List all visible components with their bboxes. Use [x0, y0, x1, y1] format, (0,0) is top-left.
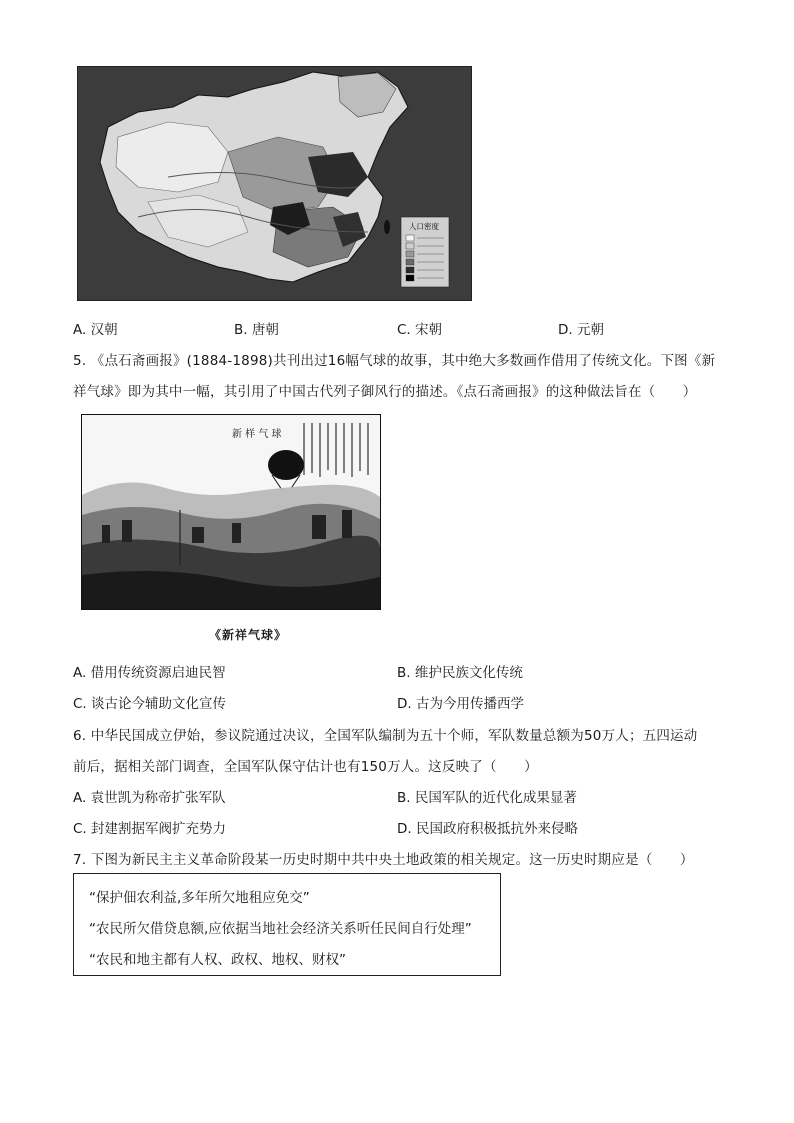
q4-option-d[interactable]: D. 元朝	[558, 322, 604, 338]
q7-stem-line1: 7. 下图为新民主主义革命阶段某一历史时期中共中央土地政策的相关规定。这一历史时期应是（ ）	[73, 852, 694, 868]
quote-2: “农民所欠借贷息额,应依据当地社会经济关系听任民间自行处理”	[89, 921, 472, 937]
balloon-engraving-graphic	[82, 415, 380, 609]
q5-stem-line2: 祥气球》即为其中一幅，其引用了中国古代列子御风行的描述。《点石斋画报》的这种做法旨在（ ）	[73, 384, 697, 400]
land-policy-quote-box	[73, 873, 501, 976]
q5-option-a[interactable]: A. 借用传统资源启迪民智	[73, 665, 226, 681]
quote-1: “保护佃农利益,多年所欠地租应免交”	[89, 890, 310, 906]
quote-3: “农民和地主都有人权、政权、地权、财权”	[89, 952, 346, 968]
q6-option-b[interactable]: B. 民国军队的近代化成果显著	[397, 790, 577, 806]
q6-stem-line1: 6. 中华民国成立伊始，参议院通过决议，全国军队编制为五十个师，军队数量总额为50万人；五四运动	[73, 728, 698, 744]
q5-option-c[interactable]: C. 谈古论今辅助文化宣传	[73, 696, 227, 712]
q4-option-a[interactable]: A. 汉朝	[73, 322, 118, 338]
q6-option-d[interactable]: D. 民国政府积极抵抗外来侵略	[397, 821, 578, 837]
image-caption: 《新祥气球》	[209, 628, 288, 642]
q5-stem-line1: 5. 《点石斋画报》(1884-1898)共刊出过16幅气球的故事，其中绝大多数画作借用了传统文化。下图《新	[73, 353, 716, 369]
q6-option-a[interactable]: A. 袁世凯为称帝扩张军队	[73, 790, 226, 806]
q4-option-c[interactable]: C. 宋朝	[397, 322, 443, 338]
q6-stem-line2: 前后，据相关部门调查，全国军队保守估计也有150万人。这反映了（ ）	[73, 759, 538, 775]
balloon-illustration	[81, 414, 381, 610]
q6-option-c[interactable]: C. 封建割据军阀扩充势力	[73, 821, 227, 837]
q4-option-b[interactable]: B. 唐朝	[234, 322, 279, 338]
china-map-graphic	[78, 67, 471, 300]
q5-option-d[interactable]: D. 古为今用传播西学	[397, 696, 524, 712]
map-legend-title: 人口密度	[409, 222, 439, 231]
population-density-map	[77, 66, 472, 301]
image-title: 新 样 气 球	[232, 429, 282, 440]
q5-option-b[interactable]: B. 维护民族文化传统	[397, 665, 523, 681]
